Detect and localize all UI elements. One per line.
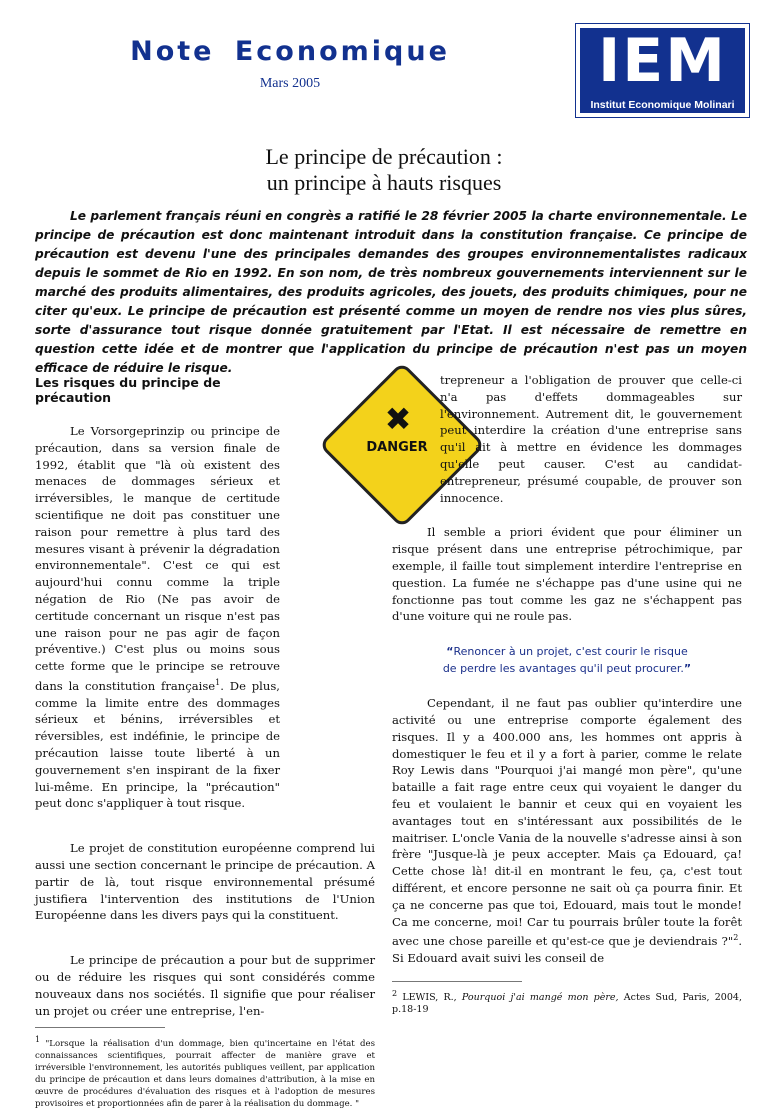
newsletter-title: Note Economique — [130, 36, 450, 67]
left-paragraph-3: Le principe de précaution a pour but de supprimer ou de réduire les risques qui sont considérés comme nouveaux dans nos sociétés. Il signifie que pour réaliser un projet ou créer une entreprise, l'en- — [35, 953, 375, 1018]
left-paragraph-1: Le Vorsorgeprinzip ou principe de précaution, dans sa version finale de 1992, établit que "là où existent des menaces de dommages sérieux et irréversibles, le manque de certitude scientifique ne doit pas constituer une raison pour remettre à plus tard des mesures visant à prévenir la dégradation environnementale". C'est ce qui est aujourd'hui connu comme la triple négation de Rio (Ne pas avoir de certitude concernant un risque n'est pas une raison pour ne pas agir de façon préventive.) C'est plus ou moins sous cette forme que le principe se retrouve dans la constitution française$^1$. De plus, comme la limite entre des dommages sérieux et bénins, irréversibles et réversibles, est indéfinie, le principe de précaution laisse toute liberté à un gouvernement s'en inspirant de la fixer lui-même. En principe, la "précaution" peut donc s'appliquer à tout risque. — [35, 424, 280, 811]
footnote-1: $^1$ "Lorsque la réalisation d'un dommage, bien qu'incertaine en l'état des connaissances scientifiques, pourrait affecter de manière grave et irréversible l'environnement, les autorités publiques veillent, par application du principe de précaution et dans leurs domaines d'attribution, à la mise en œuvre de procédures d'évaluation des risques et à l'adoption de mesures provisoires et proportionnées afin de parer à la réalisation du dommage. " — [35, 1035, 375, 1110]
footnote-ref-2[interactable]: 2 — [733, 933, 739, 943]
logo-letters: IEM — [597, 26, 728, 96]
right-paragraph-2: Il semble a priori évident que pour éliminer un risque présent dans une entreprise pétrochimique, par exemple, il faille tout simplement interdire l'entreprise en question. La fumée ne s'échappe pas d'une usine qui ne fonctionne pas tout comme les gaz ne s'échappent pas d'une voiture qui ne roule pas. — [392, 525, 742, 624]
right-paragraph-1: trepreneur a l'obligation de prouver que celle-ci n'a pas d'effets dommageables sur l'environnement. Autrement dit, le gouvernement peut interdire la création d'une entreprise sans qu'il ait à mettre en évidence les dommages qu'elle peut causer. C'est au candidat-entrepreneur, présumé coupable, de prouver son innocence. — [440, 373, 742, 505]
article-title — [0, 144, 768, 196]
right-column — [392, 372, 742, 1016]
title-line-2: un principe à hauts risques — [266, 170, 502, 195]
left-paragraph-2: Le projet de constitution européenne comprend lui aussi une section concernant le principe de précaution. A partir de là, tout risque environnemental présumé justifiera l'intervention des institutions de l'Union Européenne dans les divers pays qui la constituent. — [35, 841, 375, 923]
article-intro: Le parlement français réuni en congrès a ratifié le 28 février 2005 la charte environnementale. Le principe de précaution est donc maintenant introduit dans la constitution française. Ce principe de précaution est devenu l'une des principales demandes des groupes environnementalistes radicaux depuis le sommet de Rio en 1992. En son nom, de très nombreux gouvernements interviennent sur le marché des produits alimentaires, des produits agricoles, des jouets, des produits chimiques, pour ne citer qu'eux. Le principe de précaution est présenté comme un moyen de rendre nos vies plus sûres, sorte d'assurance tout risque donnée gratuitement par l'Etat. Il est nécessaire de remettre en question cette idée et de montrer que l'application du principe de précaution n'est pas un moyen efficace de réduire le risque. — [35, 209, 747, 375]
title-line-1: Le principe de précaution : — [265, 144, 503, 169]
danger-x-icon: ✖ — [384, 400, 412, 438]
iem-logo — [575, 23, 750, 118]
footnote-2: $^2$ LEWIS, R., Pourquoi j'ai mangé mon père, Actes Sud, Paris, 2004, p.18-19 — [392, 988, 742, 1015]
footnote-ref-1[interactable]: 1 — [215, 677, 221, 687]
footnote-divider-2 — [392, 981, 522, 982]
pull-quote: “Renoncer à un projet, c'est courir le risque de perdre les avantages qu'il peut procurer.” — [442, 645, 692, 676]
left-column — [35, 375, 375, 1110]
logo-subtitle: Institut Economique Molinari — [590, 99, 735, 111]
right-paragraph-3: Cependant, il ne faut pas oublier qu'interdire une activité ou une entreprise comporte également des risques. Il y a 400.000 ans, les hommes ont appris à domestiquer le feu et il y a fort à parier, comme le relate Roy Lewis dans "Pourquoi j'ai mangé mon père", qu'une bataille a fait rage entre ceux qui voyaient le danger du feu et voulaient le bannir et ceux qui en voyaient les avantages tout en s'intéressant aux possibilités de le maitriser. L'oncle Vania de la nouvelle s'adresse ainsi à son frère "Jusque-là je peux accepter. Mais ça Edouard, ça! Cette chose là! dit-il en montrant le feu, ça, c'est tout différent, et encore personne ne sait où ça pourra finir. Et ça ne concerne pas que toi, Edouard, mais tout le monde! Ca me concerne, moi! Car tu pourrais brûler toute la forêt avec une chose pareille et qu'est-ce que je deviendrais ?"$^2$. Si Edouard avait suivi les conseil de — [392, 696, 742, 965]
footnote-divider — [35, 1027, 165, 1028]
section-heading: Les risques du principe de précaution — [35, 375, 221, 405]
danger-sign-text: DANGER — [366, 440, 428, 455]
issue-date: Mars 2005 — [259, 76, 321, 91]
